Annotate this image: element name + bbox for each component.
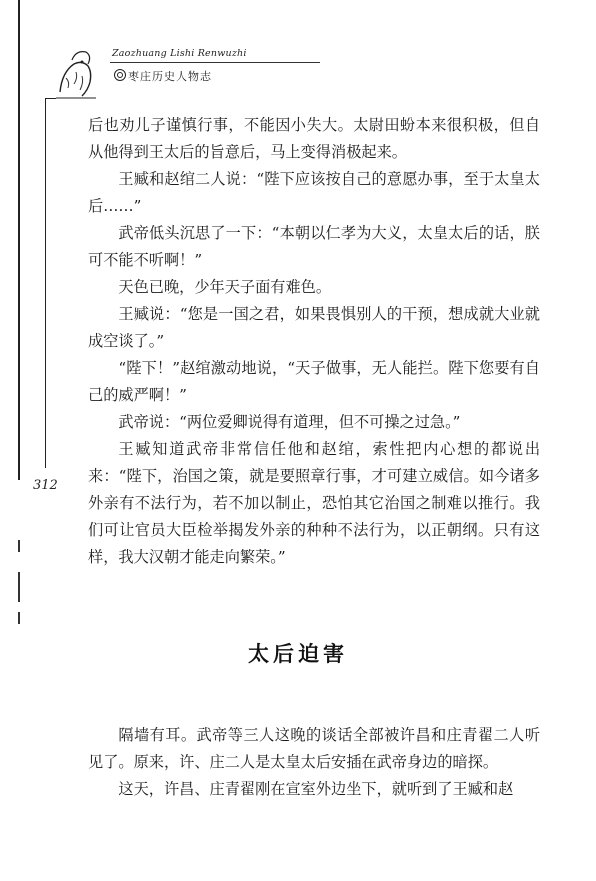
paragraph: 天色已晚，少年天子面有难色。: [118, 278, 332, 296]
header-english-title: Zaozhuang Lishi Renwuzhi: [112, 48, 247, 59]
section-title: 太后迫害: [248, 641, 348, 666]
header-hook-rule: [45, 98, 46, 468]
running-header: [62, 42, 282, 94]
paragraph: 王臧和赵绾二人说：“陛下应该按自己的意愿办事，至于太皇太后……”: [88, 170, 540, 215]
paragraph: 王臧知道武帝非常信任他和赵绾，索性把内心想的都说出来：“陛下，治国之策，就是要照章行事，才可建立威信。如今诸多外亲有不法行为，若不加以制止，恐怕其它治国之制难以推行。我们可让官员大臣检举揭发外亲的种种不法行为，以正朝纲。只有这样，我大汉朝才能走向繁荣。”: [88, 440, 540, 566]
portrait-icon: [52, 42, 100, 100]
body-text-bottom: [88, 722, 540, 803]
body-text-top: [88, 112, 540, 571]
header-chinese-title: [114, 68, 212, 84]
paragraph: 王臧说：“您是一国之君，如果畏惧别人的干预，想成就大业就成空谈了。”: [88, 305, 540, 350]
header-hook: [46, 98, 56, 99]
margin-dash: [18, 572, 20, 602]
page-number: 312: [33, 478, 58, 493]
paragraph: 武帝说：“两位爱卿说得有道理，但不可操之过急。”: [118, 413, 461, 431]
paragraph: “陛下！”赵绾激动地说，“天子做事，无人能拦。陛下您要有自己的威严啊！”: [88, 359, 540, 404]
circle-bullet-icon: [114, 69, 126, 81]
margin-rule: [18, 0, 20, 480]
margin-dash: [18, 612, 20, 624]
paragraph: 这天，许昌、庄青翟刚在宣室外边坐下，就听到了王臧和赵: [118, 780, 514, 798]
header-rule: [110, 62, 320, 63]
header-chinese-text: 枣庄历史人物志: [128, 70, 212, 83]
paragraph: 后也劝儿子谨慎行事，不能因小失大。太尉田蚡本来很积极，但自从他得到王太后的旨意后，马上变得消极起来。: [88, 116, 540, 161]
paragraph: 隔墙有耳。武帝等三人这晚的谈话全部被许昌和庄青翟二人听见了。原来，许、庄二人是太皇太后安插在武帝身边的暗探。: [88, 726, 540, 771]
paragraph: 武帝低头沉思了一下：“本朝以仁孝为大义，太皇太后的话，朕可不能不听啊！”: [88, 224, 540, 269]
margin-dash: [18, 540, 20, 552]
